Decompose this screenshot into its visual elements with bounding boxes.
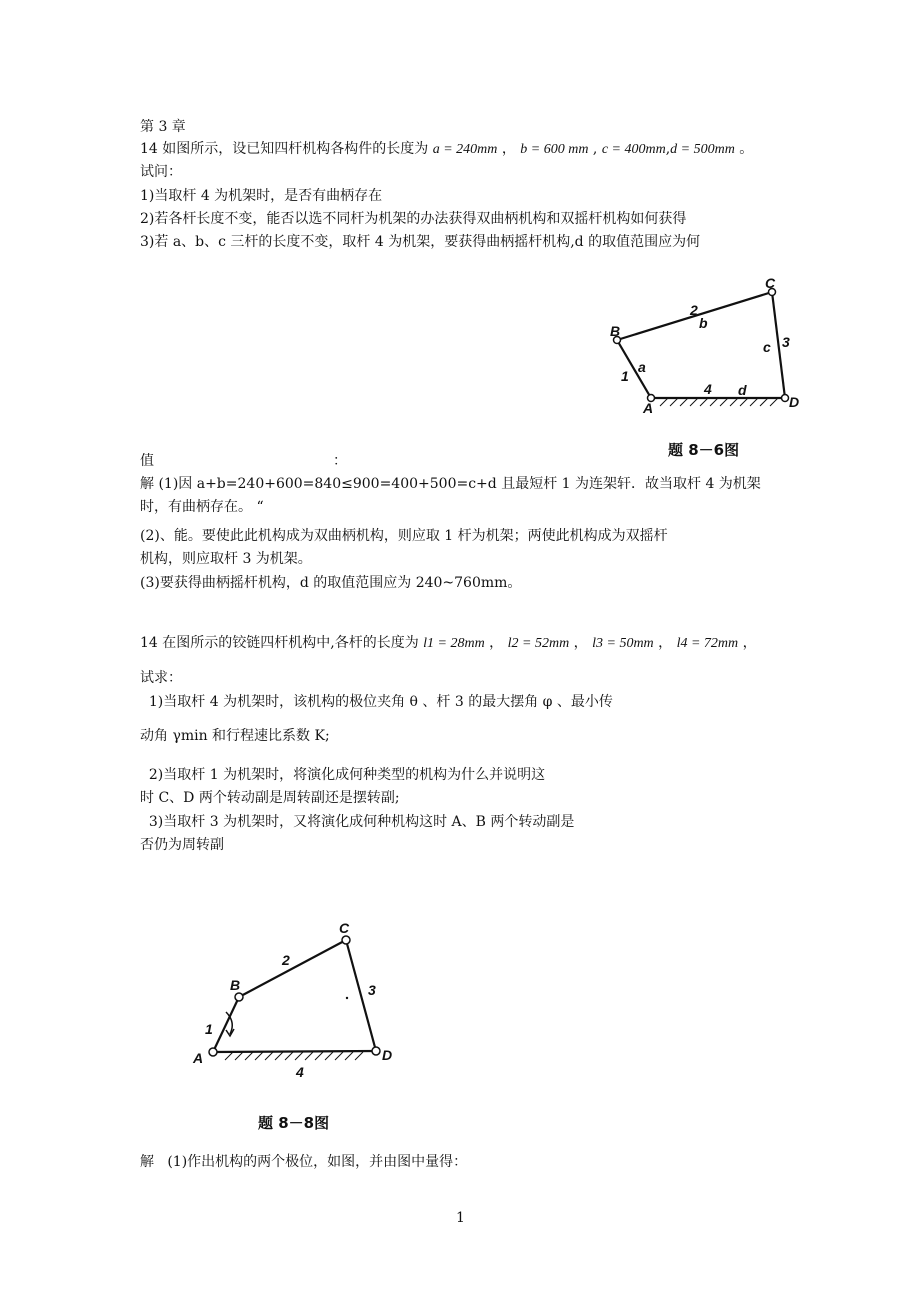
q1-ask: 试问：	[140, 164, 182, 180]
link-2-label: 2	[690, 302, 698, 318]
length-b: b = 600 mm	[520, 142, 589, 157]
q2-answer: 解 (1)作出机构的两个极位，如图，并由图中量得：	[140, 1154, 468, 1170]
point-b-label: B	[610, 323, 621, 339]
link-3-label: 3	[782, 334, 790, 350]
length-l2: l2 = 52mm	[507, 636, 570, 651]
q2-item-2: 2)当取杆 1 为机架时，将演化成何种类型的机构为什么并说明这	[140, 767, 546, 783]
link-1-label: 1	[621, 368, 629, 384]
q1-answer-2: 时，有曲柄存在。 “	[140, 499, 264, 515]
q1-item-2: 2)若各杆长度不变，能否以选不同杆为机架的办法获得双曲柄机构和双摇杆机构如何获得	[140, 211, 687, 227]
q2-item-1-cont: 动角 γmin 和行程速比系数 K;	[140, 728, 330, 744]
length-a: a = 240mm	[432, 142, 498, 157]
q1-tail: 值	[140, 453, 154, 469]
link-b-label: b	[699, 315, 708, 331]
q2-ask: 试求：	[140, 670, 182, 686]
length-l1: l1 = 28mm	[423, 636, 485, 651]
q2-item-3-cont: 否仍为周转副	[140, 837, 224, 853]
link-2-label: 2	[282, 952, 290, 968]
q2-item-1: 1)当取杆 4 为机架时，该机构的极位夹角 θ 、杆 3 的最大摆角 φ 、最小传	[140, 694, 613, 710]
q1-colon: ：	[333, 453, 347, 469]
length-d: d = 500mm	[670, 142, 735, 157]
figure-8-8-caption: 题 8－8图	[258, 1114, 330, 1132]
point-a-label: A	[643, 400, 654, 416]
q2-intro-text: 14 在图所示的铰链四杆机构中,各杆的长度为	[140, 635, 419, 651]
q2-item-2-cont: 时 C、D 两个转动副是周转副还是摆转副;	[140, 790, 400, 806]
link-a-label: a	[638, 359, 646, 375]
point-c-label: C	[765, 275, 776, 291]
chapter-heading: 第 3 章	[140, 119, 186, 135]
link-d-label: d	[738, 382, 747, 398]
point-b-label: B	[230, 977, 241, 993]
figure-8-6	[0, 0, 920, 460]
point-d-label: D	[382, 1047, 393, 1063]
link-c-label: c	[763, 339, 771, 355]
point-a-label: A	[193, 1050, 204, 1066]
point-d-label: D	[789, 394, 800, 410]
q1-answer-3: (2)、能。要使此此机构成为双曲柄机构，则应取 1 杆为机架；两使此机构成为双摇杆	[140, 528, 668, 544]
page-number: 1	[456, 1210, 465, 1226]
link-4-label: 4	[704, 381, 712, 397]
figure-8-6-caption: 题 8－6图	[668, 441, 740, 459]
link-3-label: 3	[368, 982, 376, 998]
figure-8-8	[0, 900, 460, 1100]
q2-item-3: 3)当取杆 3 为机架时，又将演化成何种机构这时 A、B 两个转动副是	[140, 814, 575, 830]
point-c-label: C	[339, 920, 350, 936]
q1-item-1: 1)当取杆 4 为机架时，是否有曲柄存在	[140, 188, 383, 204]
q2-intro: 14 在图所示的铰链四杆机构中,各杆的长度为 l1 = 28mm ， l2 = 52mm ， l3 = 50mm ， l4 = 72mm ，	[140, 635, 757, 651]
q1-answer-5: (3)要获得曲柄摇杆机构，d 的取值范围应为 240~760mm。	[140, 575, 522, 591]
q1-answer-1: 解 (1)因 a+b=240+600=840≤900=400+500=c+d 且最短杆 1 为连架轩．故当取杆 4 为机架	[140, 476, 761, 492]
link-1-label: 1	[205, 1021, 213, 1037]
link-4-label: 4	[296, 1064, 304, 1080]
length-l3: l3 = 50mm	[592, 636, 654, 651]
q1-answer-4: 机构，则应取杆 3 为机架。	[140, 551, 312, 567]
length-c: c = 400mm	[601, 142, 666, 157]
length-l4: l4 = 72mm	[676, 636, 739, 651]
q1-item-3: 3)若 a、b、c 三杆的长度不变，取杆 4 为机架，要获得曲柄摇杆机构,d 的取值范围应为何	[140, 234, 701, 250]
q1-intro-text: 14 如图所示，设已知四杆机构各构件的长度为	[140, 141, 429, 157]
q1-intro: 14 如图所示，设已知四杆机构各构件的长度为 a = 240mm ， b = 600 mm , c = 400mm,d = 500mm 。	[140, 141, 754, 157]
